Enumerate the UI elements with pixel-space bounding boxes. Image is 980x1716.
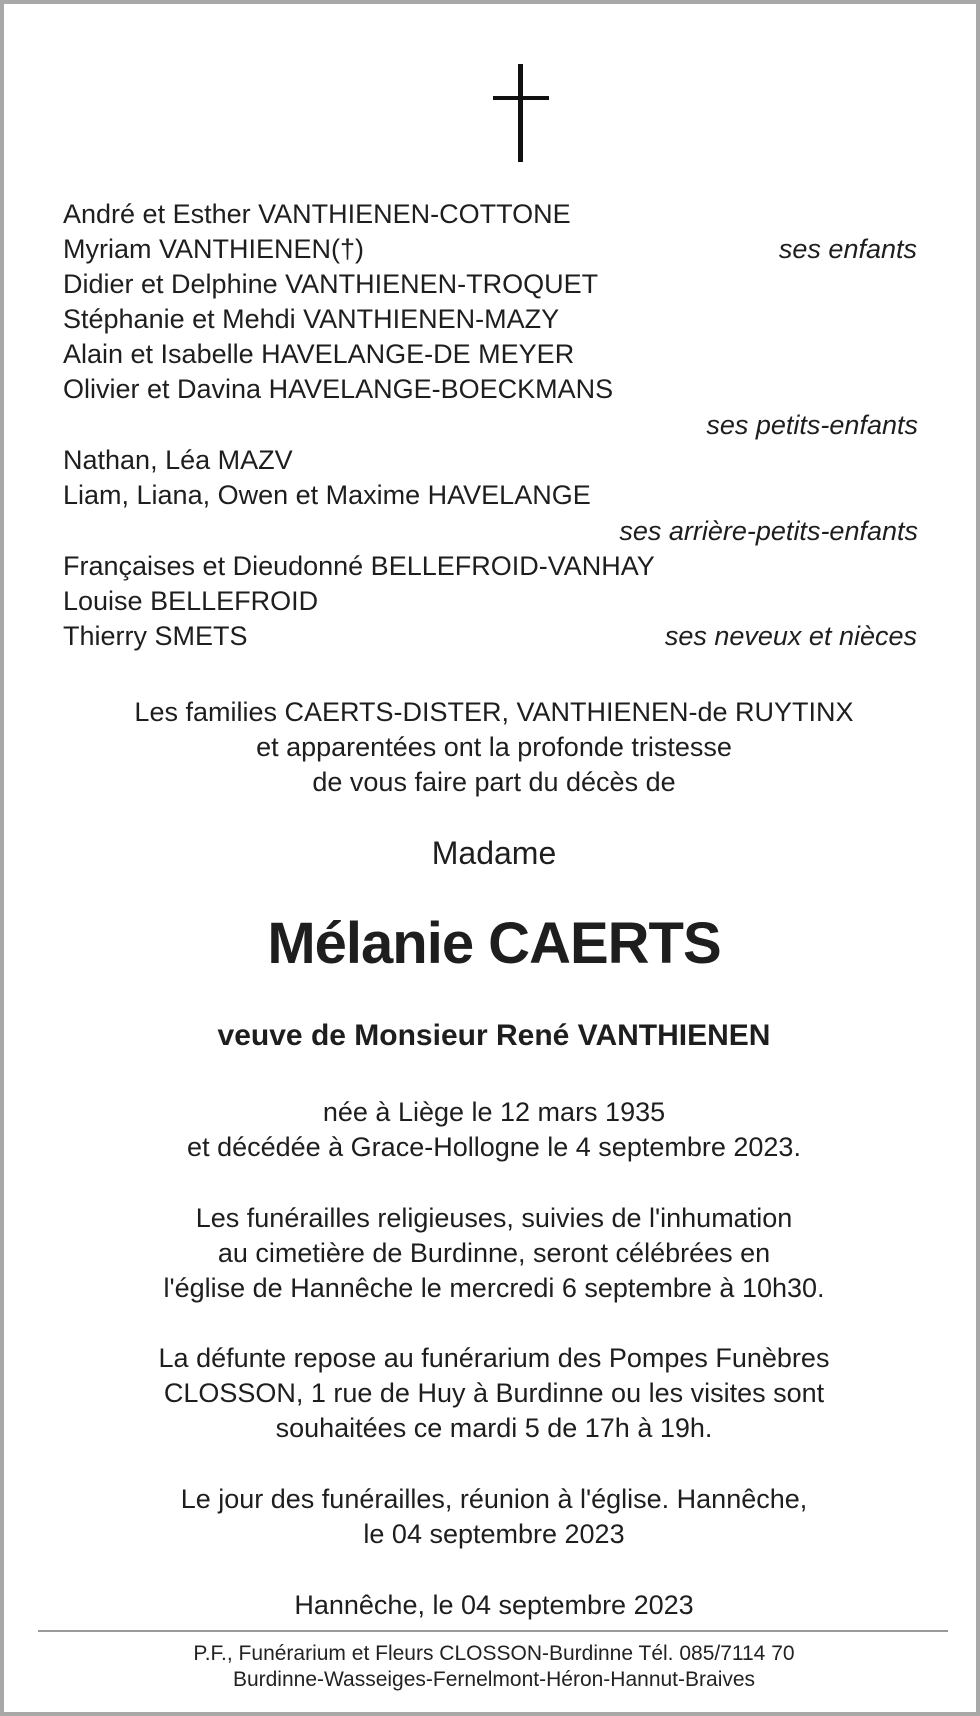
cross-icon: [493, 64, 549, 162]
family-line: Françaises et Dieudonné BELLEFROID-VANHAY: [63, 551, 655, 581]
birth-line: née à Liège le 12 mars 1935: [322, 1097, 666, 1127]
announcement-line: de vous faire part du décès de: [312, 767, 676, 797]
family-line: Thierry SMETS ses neveux et nièces: [63, 619, 923, 654]
family-line: Olivier et Davina HAVELANGE-BOECKMANS: [63, 374, 614, 404]
meeting-line: Le jour des funérailles, réunion à l'église. Hannêche,: [180, 1484, 808, 1514]
family-line: Myriam VANTHIENEN(†) ses enfants: [63, 232, 923, 267]
family-line: Louise BELLEFROID: [63, 586, 319, 616]
visitation-line: souhaitées ce mardi 5 de 17h à 19h.: [275, 1413, 713, 1443]
deceased-title: Madame: [431, 835, 557, 871]
place-date: Hannêche, le 04 septembre 2023: [294, 1590, 694, 1620]
funeral-home-line: P.F., Funérarium et Fleurs CLOSSON-Burdinne Tél. 085/7114 70: [193, 1642, 795, 1665]
announcement-line: Les families CAERTS-DISTER, VANTHIENEN-de RUYTINX: [134, 697, 854, 727]
funeral-line: au cimetière de Burdinne, seront célébrées en: [217, 1238, 771, 1268]
role-grandchildren: ses petits-enfants: [706, 410, 918, 440]
role-nephews-nieces: ses neveux et nièces: [664, 621, 917, 651]
deceased-name: Mélanie CAERTS: [267, 911, 721, 976]
widow-of: veuve de Monsieur René VANTHIENEN: [217, 1019, 771, 1052]
family-line: Alain et Isabelle HAVELANGE-DE MEYER: [63, 339, 575, 369]
funeral-line: l'église de Hannêche le mercredi 6 septembre à 10h30.: [163, 1273, 825, 1303]
funeral-line: Les funérailles religieuses, suivies de l'inhumation: [195, 1203, 793, 1233]
death-line: et décédée à Grace-Hollogne le 4 septembre 2023.: [187, 1132, 801, 1162]
family-line: Nathan, Léa MAZV: [63, 445, 293, 475]
family-line: Stéphanie et Mehdi VANTHIENEN-MAZY: [63, 304, 560, 334]
family-line: André et Esther VANTHIENEN-COTTONE: [63, 199, 571, 229]
family-line: Didier et Delphine VANTHIENEN-TROQUET: [63, 269, 599, 299]
divider: [38, 1630, 948, 1632]
funeral-home-areas: Burdinne-Wasseiges-Fernelmont-Héron-Hannut-Braives: [232, 1668, 756, 1691]
visitation-line: CLOSSON, 1 rue de Huy à Burdinne ou les visites sont: [163, 1378, 825, 1408]
family-line: Liam, Liana, Owen et Maxime HAVELANGE: [63, 480, 591, 510]
meeting-line: le 04 septembre 2023: [363, 1519, 625, 1549]
visitation-line: La défunte repose au funérarium des Pompes Funèbres: [158, 1343, 830, 1373]
role-great-grandchildren: ses arrière-petits-enfants: [619, 516, 918, 546]
role-children: ses enfants: [778, 234, 917, 264]
announcement-line: et apparentées ont la profonde tristesse: [256, 732, 732, 762]
